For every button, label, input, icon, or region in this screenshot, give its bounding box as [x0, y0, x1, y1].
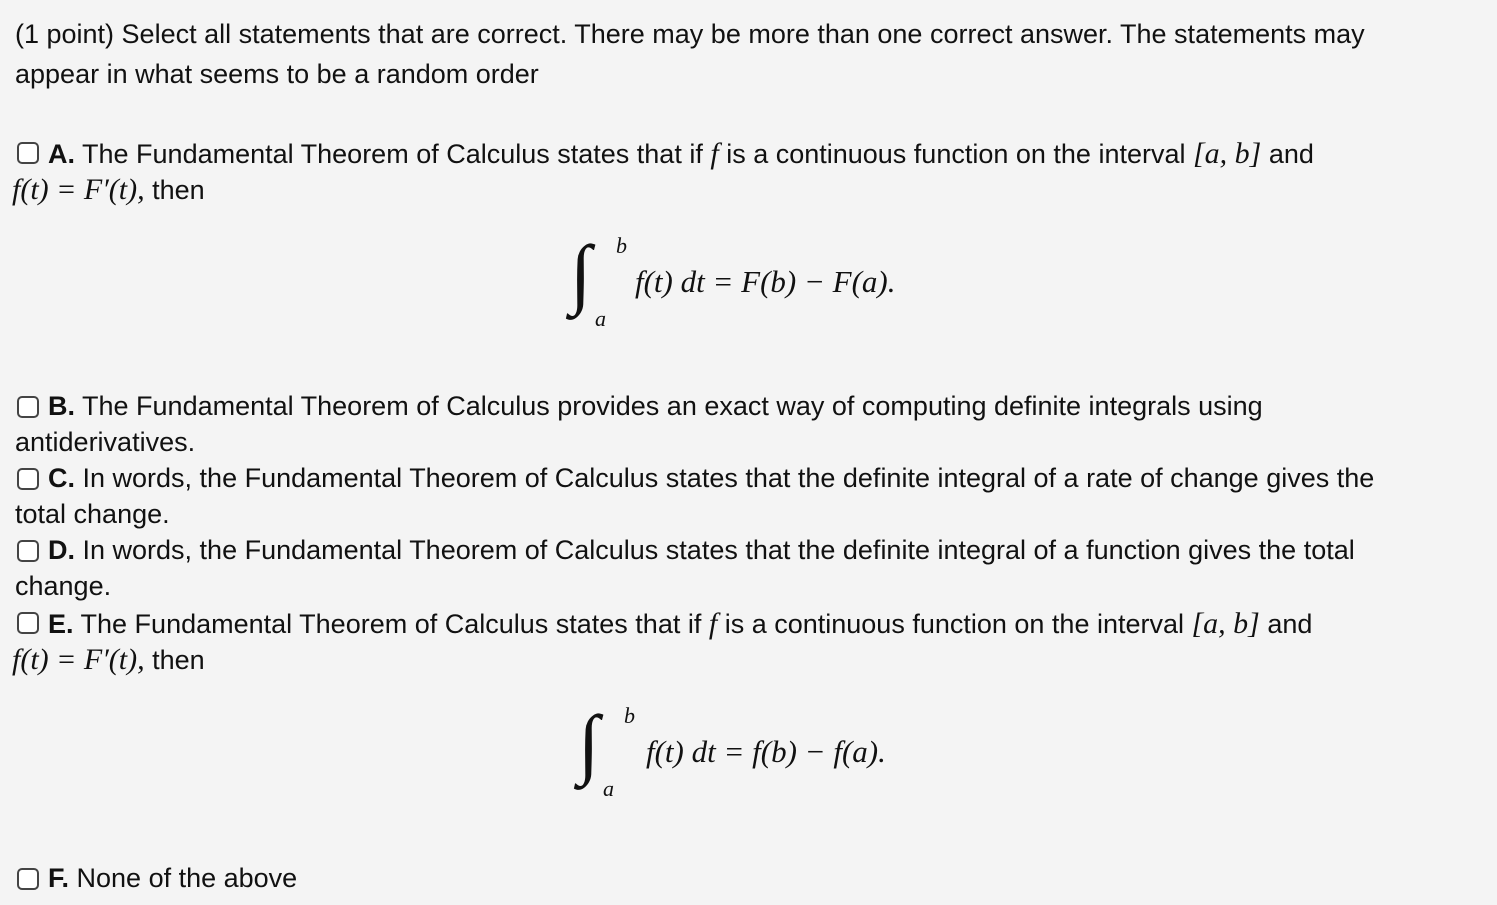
- option-d-text: In words, the Fundamental Theorem of Calculus states that the definite integral of a function gives the total: [75, 535, 1355, 565]
- option-a-line-2: [12, 175, 205, 205]
- option-a-text-and: and: [1261, 139, 1314, 169]
- option-a-letter: A.: [48, 139, 75, 169]
- option-c-text: In words, the Fundamental Theorem of Calculus states that the definite integral of a rate of change gives the: [75, 463, 1375, 493]
- option-a-line-1: [48, 139, 1314, 169]
- option-b-letter: B.: [48, 391, 75, 421]
- option-e-letter: E.: [48, 609, 74, 639]
- option-e-math-cond: f(t) = F′(t),: [12, 643, 145, 676]
- checkbox-option-e[interactable]: [17, 612, 39, 634]
- checkbox-option-d[interactable]: [17, 540, 39, 562]
- option-a-math-cond: f(t) = F′(t),: [12, 173, 145, 206]
- option-c-line-1: [48, 465, 1374, 492]
- option-e-integral-lower: a: [603, 776, 614, 801]
- option-f-text: None of the above: [69, 863, 298, 893]
- question-prompt-line-1: (1 point) Select all statements that are correct. There may be more than one correct answer. The statements may: [15, 19, 1365, 49]
- option-e-math-f: f: [708, 607, 718, 640]
- option-e-integral-sign: ∫: [578, 699, 600, 786]
- checkbox-option-f[interactable]: [17, 868, 39, 890]
- option-a-integral: [570, 230, 970, 330]
- option-a-text-then: then: [144, 175, 205, 205]
- question-prompt-line-2: appear in what seems to be a random order: [15, 59, 539, 89]
- checkbox-option-a[interactable]: [17, 142, 39, 164]
- option-e-text-pre: The Fundamental Theorem of Calculus states that if: [73, 609, 709, 639]
- option-a-text-pre: The Fundamental Theorem of Calculus states that if: [75, 139, 711, 169]
- option-a-integral-body: f(t) dt = F(b) − F(a).: [635, 264, 896, 299]
- option-a-integral-upper: b: [616, 233, 627, 258]
- option-d-line-1: [48, 537, 1355, 564]
- option-d-line-2: change.: [15, 571, 112, 601]
- option-e-math-interval: [a, b]: [1191, 607, 1260, 640]
- option-a-math-interval: [a, b]: [1192, 137, 1262, 170]
- option-c-letter: C.: [48, 463, 75, 493]
- option-b-line-2: antiderivatives.: [15, 427, 196, 457]
- option-f-letter: F.: [48, 863, 70, 893]
- option-a-integral-sign: ∫: [570, 229, 592, 316]
- option-b-line-1: [48, 393, 1263, 420]
- checkbox-option-b[interactable]: [17, 396, 39, 418]
- option-e-text-and: and: [1259, 609, 1313, 639]
- option-d-letter: D.: [48, 535, 75, 565]
- option-c-line-2: total change.: [15, 499, 170, 529]
- option-e-integral: [578, 700, 978, 800]
- option-a-text-mid: is a continuous function on the interval: [718, 139, 1193, 169]
- option-e-text-then: then: [144, 645, 205, 675]
- option-e-text-mid: is a continuous function on the interval: [717, 609, 1192, 639]
- checkbox-option-c[interactable]: [17, 468, 39, 490]
- option-e-line-1: [48, 609, 1312, 639]
- option-e-line-2: [12, 645, 205, 675]
- option-a-math-f: f: [710, 137, 719, 170]
- option-f-line-1: [48, 865, 297, 892]
- option-e-integral-body: f(t) dt = f(b) − f(a).: [646, 734, 886, 769]
- option-b-text: The Fundamental Theorem of Calculus provides an exact way of computing definite integrals using: [75, 391, 1263, 421]
- option-a-integral-lower: a: [595, 306, 606, 331]
- option-e-integral-upper: b: [624, 703, 635, 728]
